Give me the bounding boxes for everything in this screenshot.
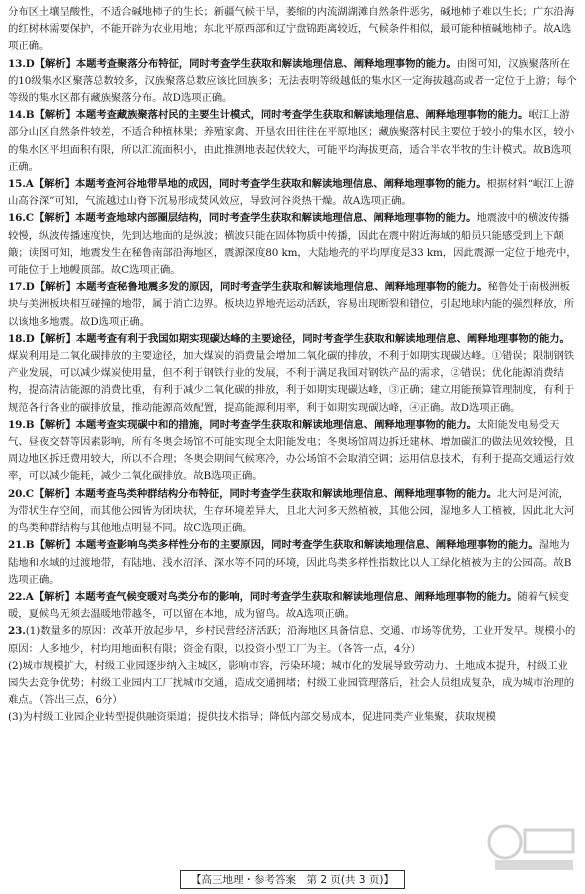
- analysis-body: 岷江上游部分山区自然条件较差，不适合种植林果；养殖家禽、开垦农田往往在平原地区；藏族聚落村民主要位于较小的集水区，较小的集水区平坦面积有限，所以汇流面积小，由此推测地表起伏较大，可能平均海拔更高，适合半农半牧的生计模式。故B选项正确。: [8, 109, 574, 173]
- answer-item: [8, 279, 577, 331]
- answer-item: [8, 486, 577, 538]
- analysis-tag: 【解析】: [34, 332, 76, 345]
- answer-letter: A: [25, 178, 34, 191]
- analysis-intro: 本题考查影响鸟类多样性分布的主要原因，同时考查学生获取和解读地理信息、阐释地理事物的能力。: [75, 539, 539, 552]
- answer-letter: B: [25, 418, 35, 431]
- analysis-intro: 本题考查气候变暖对鸟类分布的影响，同时考查学生获取和解读地理信息、阐释地理事物的能力。: [74, 590, 518, 603]
- answer-item: [8, 210, 577, 279]
- analysis-tag: 【解析】: [33, 212, 76, 225]
- analysis-body: 北大河是河流，为带状生存空间，而其他公园皆为团块状，生存环境差异大，且北大河多天然植被，其他公园，湿地多人工植被，因此北大河的鸟类种群结构与其他地点明显不同。故C选项正确。: [8, 487, 574, 535]
- answer-item: [8, 537, 577, 589]
- analysis-body: 秘鲁处于南极洲板块与美洲板块相互碰撞的地带，属于消亡边界。板块边界地壳运动活跃，容易出现断裂和错位，引起地球内能的强烈释放，所以该地多地震。故D选项正确。: [8, 281, 574, 328]
- analysis-body: 随着气候变暖，夏候鸟无须去温暖地带越冬，可以留在本地，成为留鸟。故A选项正确。: [8, 590, 569, 621]
- answer-item: [8, 56, 577, 108]
- q23-part-1: 23.(1)数量多的原因：改革开放起步早，乡村民营经济活跃；沿海地区具备信息、交通、市场等优势，工业开发早。规模小的原因：人多地少，村均用地面积有限；资金有限，以投资小型工厂为主。（各答一点，4分）: [8, 625, 576, 655]
- answer-letter: D: [25, 57, 35, 70]
- analysis-intro: 本题考查聚落分布特征，同时考查学生获取和解读地理信息、阐释地理事物的能力。: [75, 57, 457, 70]
- page-footer: [0, 870, 585, 889]
- analysis-body: 太阳能发电易受天气、昼夜交替等因素影响，所有冬奥会场馆不可能实现全太阳能发电；冬奥场馆周边拆迁建林、增加碳汇的做法见效较慢，且周边地区拆迁费用较大，所以不合理；冬奥会期间气候寒冷，办公场馆不会取消空调；运用信息技术，有利于提高交通运行效率，可以减少能耗，减少二氧化碳排放。故B选项正确。: [8, 418, 574, 483]
- analysis-body: 煤炭利用是二氧化碳排放的主要途径，加大煤炭的消费量会增加二氧化碳的排放，不利于如期实现碳达峰。①错误；限制钢铁产业发展，可以减少煤炭使用量，但不利于钢铁行业的发展，不利于满足我国对钢铁产品的需求，②错误；优化能源消费结构，提高清洁能源的消费比重，有利于减少二氧化碳的排放，利于如期实现碳达峰，③正确；建立用能预算管理制度，有利于规范各行各业的碳排放量，推动能源高效配置，提高能源利用率，利于如期实现碳达峰，④正确。故D选项正确。: [8, 350, 574, 414]
- analysis-tag: 【解析】: [33, 178, 75, 191]
- analysis-intro: 本题考查河谷地带旱地的成因，同时考查学生获取和解读地理信息、阐释地理事物的能力。: [74, 178, 487, 191]
- q23-part-2: (2)城市规模扩大，村级工业园逐步纳入主城区，影响市容，污染环境；城市化的发展导致劳动力、土地成本提升，村级工业园失去竞争优势；村级工业园内工厂扰城市交通，造成交通拥堵；村级工业园管理落后，社会人员组成复杂，成为城市治理的难点。（答出三点，6分）: [8, 659, 574, 707]
- footer-label: 【高三地理・参考答案 第 2 页(共 3 页)】: [180, 870, 405, 889]
- analysis-body: 湿地为陆地和水域的过渡地带，有陆地、浅水沼泽、深水等不同的环境，因此鸟类多样性指数比以人工绿化植被为主的公园高。故B选项正确。: [8, 539, 572, 586]
- analysis-tag: 【解析】: [34, 418, 76, 431]
- answer-content: [8, 4, 577, 727]
- q23-number: 23.: [8, 625, 26, 638]
- analysis-tag: 【解析】: [33, 590, 75, 603]
- answer-number: 18.: [8, 332, 26, 345]
- answer-number: 22.: [8, 590, 26, 603]
- analysis-intro: 本题考查鸟类种群结构分布特征，同时考查学生获取和解读地理信息、阐释地理事物的能力。: [75, 487, 498, 500]
- analysis-intro: 本题考查秘鲁地震多发的原因，同时考查学生获取和解读地理信息、阐释地理事物的能力。: [75, 281, 488, 294]
- question-23: [8, 623, 577, 726]
- analysis-tag: 【解析】: [34, 57, 76, 70]
- analysis-intro: 本题考查实现碳中和的措施，同时考查学生获取和解读地理信息、阐释地理事物的能力。: [75, 418, 477, 431]
- answer-letter: C: [25, 212, 34, 225]
- answer-letter: D: [25, 332, 35, 345]
- answer-number: 17.: [8, 281, 26, 294]
- analysis-intro: 本题考查有利于我国如期实现碳达峰的主要途径，同时考查学生获取和解读地理信息、阐释地理事物的能力。: [75, 332, 570, 345]
- analysis-intro: 本题考查藏族聚落村民的主要生计模式，同时考查学生获取和解读地理信息、阐释地理事物的能力。: [75, 109, 529, 122]
- q23-part-3: (3)为村级工业园企业转型提供融资渠道；提供技术指导；降低内部交易成本，促进同类产业集聚，获取规模: [8, 711, 496, 724]
- analysis-body: 地震波中的横波传播较慢，纵波传播速度快，先到达地面的是纵波；横波只能在固体物质中传播，因此在震中附近海域的船员只能感受到上下颠簸；读图可知，地震发生在秘鲁南部沿海地区，震源深度80 km，大陆地壳的平均厚度是33 km，因此震源一定位于地壳中，可能位于上地幔顶部。故C选项正确。: [8, 212, 577, 277]
- answer-number: 16.: [8, 212, 26, 225]
- analysis-tag: 【解析】: [34, 539, 76, 552]
- analysis-intro: 本题考查地球内部圈层结构，同时考查学生获取和解读地理信息、阐释地理事物的能力。: [75, 212, 477, 225]
- analysis-tag: 【解析】: [33, 487, 76, 500]
- analysis-body: 根据材料“岷江上游山高谷深”可知，气流越过山脊下沉易形成焚风效应，导致河谷炎热干燥。故A选项正确。: [8, 178, 575, 208]
- answer-number: 19.: [8, 418, 26, 431]
- answer-number: 20.: [8, 487, 26, 500]
- continuation-paragraph: 分布区土壤呈酸性，不适合碱地柿子的生长；新疆气候干旱，萎缩的内流湖湖滩自然条件恶劣，碱地柿子难以生长；广东沿海的红树林需要保护，不能开辟为农业用地；东北平原西部和辽宁盘锦距离较近，气候条件相似，最可能种植碱地柿子。故A选项正确。: [8, 6, 574, 53]
- analysis-body: 由图可知，汉族聚落所在的10级集水区聚落总数较多，汉族聚落总数应该比回族多；无法表明等级越低的集水区一定海拔越高或者一定位于上游；每个等级的集水区都有藏族聚落分布。故D选项正确。: [8, 57, 577, 105]
- answer-item: [8, 589, 577, 623]
- analysis-tag: 【解析】: [34, 281, 76, 294]
- answer-item: [8, 417, 577, 486]
- answer-item: [8, 331, 577, 417]
- answer-number: 14.: [8, 109, 26, 122]
- answer-letter: D: [25, 281, 35, 294]
- analysis-tag: 【解析】: [34, 109, 76, 122]
- answer-list: [8, 56, 577, 624]
- watermark-logo: [485, 820, 580, 875]
- answer-item: [8, 176, 577, 210]
- answer-number: 21.: [8, 539, 26, 552]
- answer-letter: B: [25, 109, 35, 122]
- answer-number: 15.: [8, 178, 26, 191]
- answer-letter: A: [25, 590, 34, 603]
- answer-letter: B: [25, 539, 35, 552]
- answer-number: 13.: [8, 57, 26, 70]
- answer-letter: C: [25, 487, 34, 500]
- answer-item: [8, 107, 577, 176]
